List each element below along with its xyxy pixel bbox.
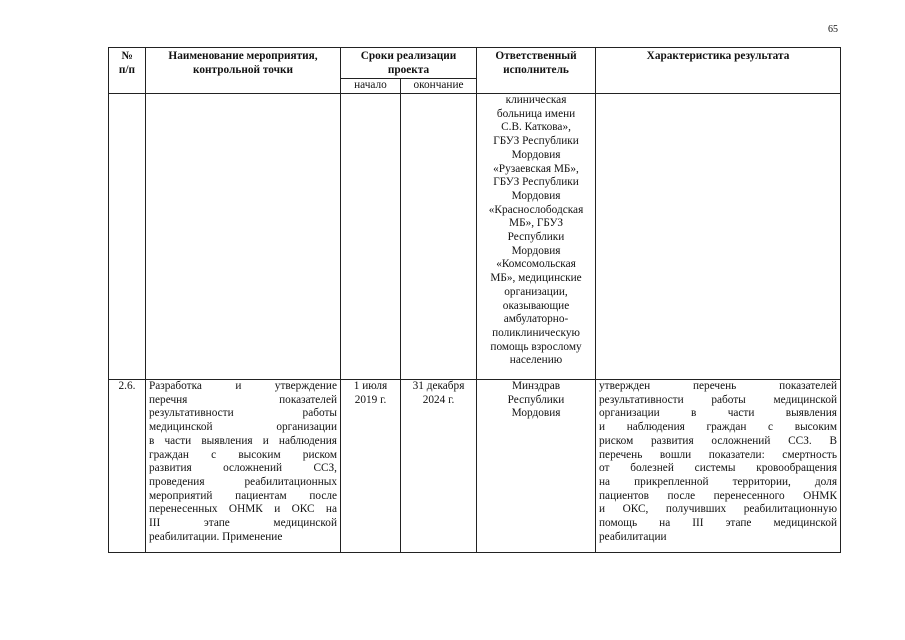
cell-text-line: результативности работы медицинской [599, 393, 838, 406]
cell-text-line: перенесенных ОНМК и ОКС на [149, 503, 337, 516]
cell-text-line: и наблюдения граждан с высоким [599, 421, 838, 434]
cell-text-line: 31 декабря [412, 380, 465, 392]
cell-text-line: больница имени [496, 107, 576, 120]
cell-text-line: на прикрепленной территории, доля [599, 475, 838, 488]
cell-responsible [477, 380, 596, 553]
cell-responsible [477, 94, 596, 380]
cell-start [341, 380, 401, 553]
cell-text-line: и ОКС, получивших реабилитационную [599, 503, 838, 516]
cell-text-line: ГБУЗ Республики [493, 135, 579, 148]
cell-text-line: МБ», медицинские [490, 272, 582, 285]
cell-result [596, 380, 841, 553]
cell-text-line: III этапе медицинской [149, 517, 337, 530]
cell-end [401, 380, 477, 553]
cell-text-line: от болезней системы кровообращения [599, 462, 838, 475]
cell-text-line: проведения реабилитационных [149, 475, 337, 488]
cell-name [146, 380, 341, 553]
cell-text-line: ГБУЗ Республики [493, 176, 579, 189]
cell-text-line: пациентов после перенесенного ОНМК [599, 489, 838, 502]
cell-text-line: поликлиническую [492, 326, 580, 339]
header-end: окончание [401, 79, 477, 94]
cell-text-line: «Комсомольская [496, 258, 576, 271]
cell-text-line: в части выявления и наблюдения [149, 434, 337, 447]
cell-text-line: С.В. Каткова», [501, 121, 571, 134]
cell-result [596, 94, 841, 380]
cell-text-line: медицинской организации [149, 421, 337, 434]
cell-text-line: реабилитации. Применение [149, 530, 283, 543]
cell-text-line: результативности работы [149, 407, 337, 420]
cell-text-line: амбулаторно- [503, 313, 569, 326]
cell-text-line: перечень вошли показатели: смертность [599, 448, 838, 461]
cell-text-line: Республики [507, 231, 565, 244]
page-number: 65 [828, 24, 838, 35]
cell-text-line: оказывающие [502, 299, 570, 312]
table-row [109, 380, 841, 553]
cell-text-line: перечня показателей [149, 393, 337, 406]
header-num: № п/п [109, 48, 146, 94]
cell-text-line: организации, [504, 285, 568, 298]
cell-text-line: «Краснослободская [488, 203, 584, 216]
cell-end [401, 94, 477, 380]
cell-text-line: Минздрав [511, 380, 561, 392]
cell-start [341, 94, 401, 380]
header-responsible: Ответственный исполнитель [477, 48, 596, 94]
cell-text-line: «Рузаевская МБ», [493, 162, 579, 175]
cell-text-line: помощь на III этапе медицинской [599, 517, 838, 530]
cell-text-line: утвержден перечень показателей [599, 380, 838, 392]
cell-num: 2.6. [109, 380, 146, 553]
cell-text-line: Мордовия [511, 244, 561, 257]
cell-text-line: Мордовия [511, 148, 561, 161]
cell-text-line: Республики [507, 393, 565, 406]
cell-text-line: 2024 г. [422, 393, 455, 406]
table-row [109, 94, 841, 380]
cell-text-line: помощь взрослому [490, 340, 582, 353]
header-result: Характеристика результата [596, 48, 841, 94]
cell-text-line: организации в части выявления [599, 407, 838, 420]
cell-name [146, 94, 341, 380]
cell-text-line: Мордовия [511, 407, 561, 420]
cell-text-line: 2019 г. [354, 393, 387, 406]
cell-text-line: мероприятий пациентам после [149, 489, 337, 502]
cell-text-line: риском развития осложнений ССЗ. В [599, 434, 838, 447]
header-start: начало [341, 79, 401, 94]
cell-text-line: 1 июля [353, 380, 388, 392]
cell-text-line: клиническая [505, 94, 567, 106]
cell-text-line: МБ», ГБУЗ [509, 217, 563, 230]
cell-text-line: развития осложнений ССЗ, [149, 462, 337, 475]
cell-text-line: граждан с высоким риском [149, 448, 337, 461]
plan-table [108, 47, 841, 553]
cell-text-line: Мордовия [511, 189, 561, 202]
header-name: Наименование мероприятия, контрольной точки [146, 48, 341, 94]
cell-text-line: реабилитации [599, 530, 667, 543]
cell-text-line: населению [509, 354, 563, 367]
cell-num [109, 94, 146, 380]
header-terms: Сроки реализации проекта [341, 48, 477, 79]
cell-text-line: Разработка и утверждение [149, 380, 337, 392]
table-header-row [109, 48, 841, 79]
